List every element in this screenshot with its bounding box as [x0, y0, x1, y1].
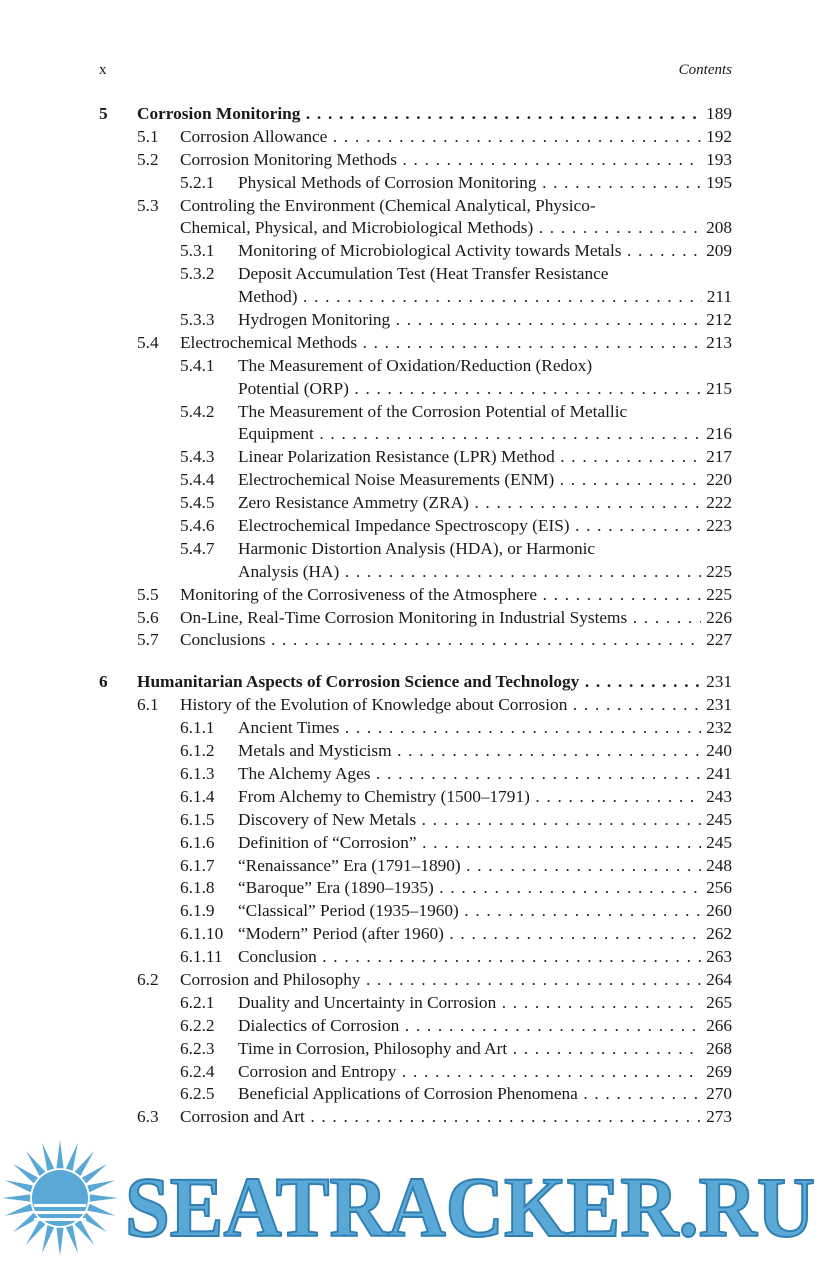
toc-entry-continuation	[99, 561, 732, 584]
toc-entry-row[interactable]	[99, 240, 732, 263]
page-ref: 223	[701, 515, 732, 538]
watermark-graphic	[0, 1138, 832, 1261]
toc-entry-row[interactable]	[99, 763, 732, 786]
toc-entry-row[interactable]	[99, 855, 732, 878]
section-number: 5.3.1	[180, 241, 215, 261]
toc-entry-row[interactable]	[99, 263, 732, 286]
toc-entry-continuation	[99, 378, 732, 401]
section-title: Harmonic Distortion Analysis (HDA), or Harmonic	[238, 538, 596, 558]
toc-entry-row[interactable]	[99, 538, 732, 561]
section-number: 6.1.5	[180, 809, 215, 829]
section-title: History of the Evolution of Knowledge about Corrosion . . .	[180, 694, 732, 717]
section-title: “Modern” Period (after 1960) . . .	[238, 923, 732, 946]
chapter-number: 5	[99, 104, 108, 123]
section-number: 5.5	[137, 584, 159, 604]
section-title: Chemical, Physical, and Microbiological Methods) . . .	[180, 217, 732, 240]
sun-ray	[42, 1225, 54, 1253]
section-number: 5.4.1	[180, 355, 215, 375]
section-title: Metals and Mysticism . . .	[238, 740, 732, 763]
chapter-title	[137, 671, 732, 694]
sun-ray	[66, 1225, 78, 1253]
page-ref: 220	[701, 469, 732, 492]
chapter-title	[137, 103, 732, 126]
page-ref: 264	[701, 969, 732, 992]
toc-entry-row[interactable]	[99, 923, 732, 946]
toc-entry-row[interactable]	[99, 629, 732, 652]
section-title: “Classical” Period (1935–1960) . . .	[238, 900, 732, 923]
toc-entry-row[interactable]	[99, 149, 732, 172]
toc-entry-row[interactable]	[99, 740, 732, 763]
sun-ray	[90, 1194, 118, 1201]
toc-entry-row[interactable]	[99, 446, 732, 469]
page-ref: 225	[701, 584, 732, 607]
section-title: On-Line, Real-Time Corrosion Monitoring in Industrial Systems . . .	[180, 607, 732, 630]
page-ref: 193	[701, 149, 732, 172]
section-number: 6.2.4	[180, 1061, 215, 1081]
toc-entry-continuation	[99, 217, 732, 240]
page-ref: 241	[701, 763, 732, 786]
page-ref: 268	[701, 1038, 732, 1061]
page-ref: 217	[701, 446, 732, 469]
section-title: The Measurement of the Corrosion Potential of Metallic	[238, 401, 628, 421]
section-title: The Measurement of Oxidation/Reduction (Redox)	[238, 355, 593, 375]
page-ref: 216	[701, 423, 732, 446]
section-title: Time in Corrosion, Philosophy and Art . . .	[238, 1038, 732, 1061]
page-ref: 231	[701, 671, 732, 694]
section-number: 5.4.2	[180, 401, 215, 421]
sun-ray	[82, 1213, 107, 1232]
chapter-number: 6	[99, 672, 108, 692]
page-ref: 211	[702, 286, 732, 309]
toc-entry-row[interactable]	[99, 1083, 732, 1106]
page-ref: 209	[701, 240, 732, 263]
page-ref: 189	[701, 103, 732, 126]
section-title: Monitoring of Microbiological Activity towards Metals . . .	[238, 240, 732, 263]
toc-chapter-row[interactable]	[99, 103, 732, 126]
section-title: Corrosion and Entropy . . .	[238, 1061, 732, 1084]
toc-entry-row[interactable]	[99, 946, 732, 969]
section-title: Corrosion and Art . . .	[180, 1106, 732, 1129]
toc-entry-row[interactable]	[99, 832, 732, 855]
section-title: Ancient Times . . .	[238, 717, 732, 740]
section-number: 6.2.1	[180, 992, 215, 1012]
running-title: Contents	[678, 62, 732, 78]
toc-entry-row[interactable]	[99, 1106, 732, 1129]
section-title: Monitoring of the Corrosiveness of the Atmosphere . . .	[180, 584, 732, 607]
section-title: Conclusion . . .	[238, 946, 732, 969]
page-ref: 215	[701, 378, 732, 401]
page-ref: 222	[701, 492, 732, 515]
page-ref: 260	[701, 900, 732, 923]
section-number: 6.2.5	[180, 1084, 215, 1104]
sun-stripe	[34, 1218, 86, 1221]
section-number: 6.1.8	[180, 878, 215, 898]
toc-entry-row[interactable]	[99, 992, 732, 1015]
section-title: “Renaissance” Era (1791–1890) . . .	[238, 855, 732, 878]
toc-entry-row[interactable]	[99, 584, 732, 607]
page-ref: 248	[701, 855, 732, 878]
sun-ray	[2, 1194, 30, 1201]
toc-entry-row[interactable]	[99, 809, 732, 832]
sun-logo-icon	[2, 1140, 118, 1256]
section-number: 5.4.3	[180, 447, 215, 467]
section-number: 6.1.7	[180, 855, 215, 875]
section-number: 6.1.2	[180, 741, 215, 761]
sun-ray	[5, 1204, 33, 1216]
section-title: Duality and Uncertainty in Corrosion . . .	[238, 992, 732, 1015]
section-title: Hydrogen Monitoring . . .	[238, 309, 732, 332]
section-number: 6.1.11	[180, 947, 223, 967]
section-number: 5.2.1	[180, 172, 215, 192]
section-number: 5.6	[137, 607, 159, 627]
sun-stripe	[34, 1204, 86, 1207]
section-number: 5.4.7	[180, 538, 215, 558]
section-number: 6.1.10	[180, 924, 224, 944]
page-ref: 240	[701, 740, 732, 763]
section-number: 6.2	[137, 969, 159, 989]
section-title: Corrosion Allowance . . .	[180, 126, 732, 149]
page-ref: 192	[701, 126, 732, 149]
toc-entry-row[interactable]	[99, 607, 732, 630]
sun-ray	[66, 1143, 78, 1171]
page-header	[99, 62, 732, 82]
section-title: “Baroque” Era (1890–1935) . . .	[238, 877, 732, 900]
page-ref: 262	[701, 923, 732, 946]
section-number: 6.2.2	[180, 1015, 215, 1035]
sun-stripe	[34, 1211, 86, 1214]
section-title: Zero Resistance Ammetry (ZRA) . . .	[238, 492, 732, 515]
page-ref: 263	[701, 946, 732, 969]
page-ref: 231	[701, 694, 732, 717]
toc-entry-row[interactable]	[99, 900, 732, 923]
page-ref: 245	[701, 832, 732, 855]
section-title: Potential (ORP) . . .	[238, 378, 732, 401]
toc-entry-row[interactable]	[99, 786, 732, 809]
section-title: Deposit Accumulation Test (Heat Transfer Resistance	[238, 264, 609, 284]
page-ref: 208	[701, 217, 732, 240]
section-number: 6.1.6	[180, 832, 215, 852]
page-ref: 226	[701, 607, 732, 630]
section-title: Controling the Environment (Chemical Analytical, Physico-	[180, 195, 596, 215]
sun-ray	[26, 1220, 45, 1245]
sun-ray	[75, 1151, 94, 1176]
toc-entry-row[interactable]	[99, 195, 732, 218]
section-title: Dialectics of Corrosion . . .	[238, 1015, 732, 1038]
chapter-title-text: Corrosion Monitoring	[137, 104, 301, 123]
section-title: Electrochemical Noise Measurements (ENM) . . .	[238, 469, 732, 492]
sun-ray	[13, 1164, 38, 1183]
section-number: 6.1.3	[180, 763, 215, 783]
toc-entry-row[interactable]	[99, 717, 732, 740]
section-title: Corrosion and Philosophy . . .	[180, 969, 732, 992]
toc-entry-row[interactable]	[99, 515, 732, 538]
chapter-spacer	[99, 652, 732, 671]
section-title: Physical Methods of Corrosion Monitoring . . .	[238, 172, 732, 195]
page-ref: 245	[701, 809, 732, 832]
toc-entry-continuation	[99, 423, 732, 446]
toc-entry-row[interactable]	[99, 401, 732, 424]
page-ref: 265	[701, 992, 732, 1015]
section-number: 6.1	[137, 695, 159, 715]
section-number: 5.4.5	[180, 493, 215, 513]
sun-ray	[5, 1180, 33, 1192]
sun-ray	[82, 1164, 107, 1183]
section-number: 5.4	[137, 332, 159, 352]
section-title: Conclusions . . .	[180, 629, 732, 652]
section-number: 6.1.4	[180, 786, 215, 806]
page-number: x	[99, 62, 107, 78]
section-title: Method) . . .	[238, 286, 732, 309]
table-of-contents	[99, 103, 732, 1129]
toc-entry-row[interactable]	[99, 492, 732, 515]
page-ref: 256	[701, 877, 732, 900]
section-number: 5.3.3	[180, 310, 215, 330]
section-title: Linear Polarization Resistance (LPR) Method . . .	[238, 446, 732, 469]
toc-chapter-row[interactable]	[99, 671, 732, 694]
sun-ray	[87, 1180, 115, 1192]
toc-entry-row[interactable]	[99, 1038, 732, 1061]
section-number: 5.3	[137, 195, 159, 215]
toc-entry-row[interactable]	[99, 694, 732, 717]
sun-ray	[56, 1228, 63, 1256]
watermark-text: SEATRACKER.RU	[125, 1159, 815, 1255]
toc-entry-row[interactable]	[99, 309, 732, 332]
toc-entry-row[interactable]	[99, 332, 732, 355]
toc-entry-row[interactable]	[99, 1015, 732, 1038]
page-ref: 266	[701, 1015, 732, 1038]
section-title: Corrosion Monitoring Methods . . .	[180, 149, 732, 172]
chapter-title-text: Humanitarian Aspects of Corrosion Science and Technology	[137, 672, 580, 692]
page-ref: 243	[701, 786, 732, 809]
section-number: 5.2	[137, 149, 159, 169]
page-ref: 232	[701, 717, 732, 740]
page-ref: 195	[701, 172, 732, 195]
section-number: 5.1	[137, 126, 159, 146]
section-number: 6.2.3	[180, 1038, 215, 1058]
section-title: Discovery of New Metals . . .	[238, 809, 732, 832]
section-title: Beneficial Applications of Corrosion Phenomena . . .	[238, 1083, 732, 1106]
watermark	[0, 1138, 832, 1261]
section-title: Equipment . . .	[238, 423, 732, 446]
page-ref: 273	[701, 1106, 732, 1129]
sun-ray	[42, 1143, 54, 1171]
sun-ray	[26, 1151, 45, 1176]
page-ref: 270	[701, 1083, 732, 1106]
toc-entry-row[interactable]	[99, 355, 732, 378]
section-number: 6.1.9	[180, 901, 215, 921]
sun-ray	[13, 1213, 38, 1232]
sun-disc	[32, 1170, 88, 1226]
toc-entry-row[interactable]	[99, 969, 732, 992]
page-ref: 269	[701, 1061, 732, 1084]
toc-entry-row[interactable]	[99, 877, 732, 900]
sun-ray	[75, 1220, 94, 1245]
section-title: Definition of “Corrosion” . . .	[238, 832, 732, 855]
section-title: From Alchemy to Chemistry (1500–1791) . . .	[238, 786, 732, 809]
section-number: 5.4.6	[180, 516, 215, 536]
toc-entry-row[interactable]	[99, 469, 732, 492]
page-ref: 213	[701, 332, 732, 355]
section-number: 6.3	[137, 1107, 159, 1127]
toc-entry-row[interactable]	[99, 1061, 732, 1084]
sun-ray	[56, 1140, 63, 1168]
toc-entry-row[interactable]	[99, 172, 732, 195]
section-title: Analysis (HA) . . .	[238, 561, 732, 584]
sun-ray	[87, 1204, 115, 1216]
section-title: Electrochemical Methods . . .	[180, 332, 732, 355]
page-ref: 212	[701, 309, 732, 332]
section-number: 5.3.2	[180, 264, 215, 284]
page-ref: 225	[701, 561, 732, 584]
section-number: 5.7	[137, 630, 159, 650]
section-number: 6.1.1	[180, 718, 215, 738]
section-title: The Alchemy Ages . . .	[238, 763, 732, 786]
toc-entry-row[interactable]	[99, 126, 732, 149]
section-title: Electrochemical Impedance Spectroscopy (EIS) . . .	[238, 515, 732, 538]
toc-entry-continuation	[99, 286, 732, 309]
section-number: 5.4.4	[180, 470, 215, 490]
page-ref: 227	[701, 629, 732, 652]
